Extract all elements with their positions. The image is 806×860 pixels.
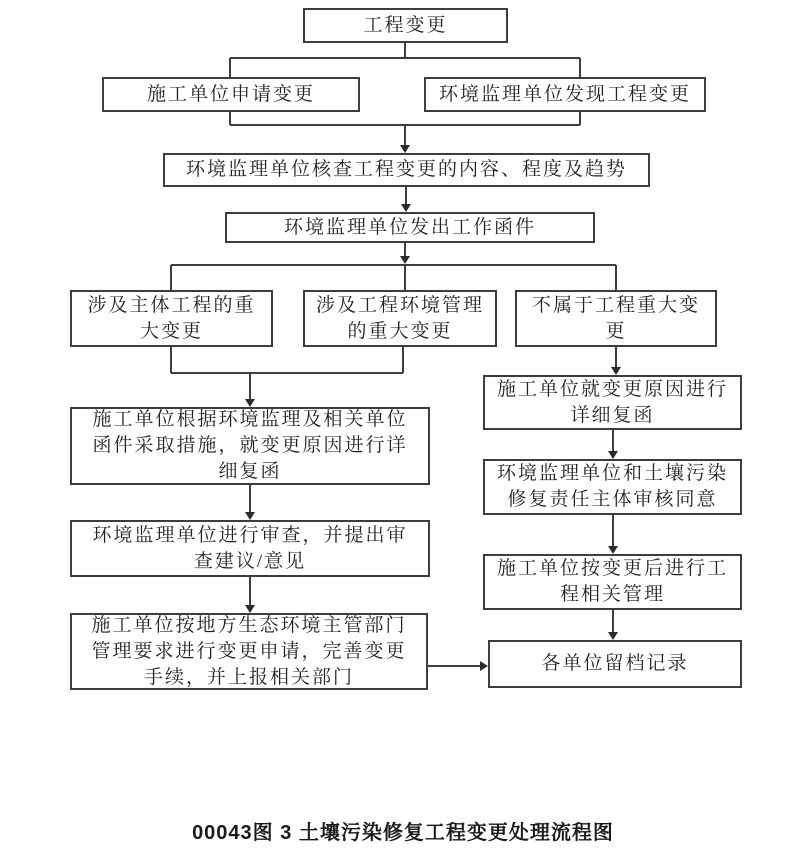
node-supervisor-discover — [424, 77, 706, 112]
node-detailed-reply — [483, 375, 742, 430]
node-verify-change — [163, 153, 650, 187]
node-issue-letter-label: 环境监理单位发出工作函件 — [283, 216, 536, 238]
node-start — [303, 8, 508, 43]
node-start-label: 工程变更 — [363, 14, 448, 36]
figure-caption: 00043图 3 土壤污染修复工程变更处理流程图 — [192, 822, 614, 844]
node-take-measures-reply-label: 施工单位根据环境监理及相关单位函件采取措施，就变更原因进行详细复函 — [92, 409, 408, 482]
node-major-main-project — [70, 290, 273, 347]
node-review-opinions — [70, 520, 430, 577]
node-apply-local-authority — [70, 613, 428, 690]
node-not-major — [515, 290, 717, 347]
node-verify-change-label: 环境监理单位核查工程变更的内容、程度及趋势 — [185, 159, 627, 180]
node-review-approve-label: 环境监理单位和土壤污染修复责任主体审核同意 — [496, 463, 728, 510]
node-manage-after-change-label: 施工单位按变更后进行工程相关管理 — [496, 558, 728, 605]
node-apply-local-authority-label: 施工单位按地方生态环境主管部门管理要求进行变更申请，完善变更手续，并上报相关部门 — [91, 614, 407, 688]
node-supervisor-discover-label: 环境监理单位发现工程变更 — [438, 83, 691, 105]
node-major-env-mgmt-label: 涉及工程环境管理的重大变更 — [315, 294, 484, 342]
node-apply-change-label: 施工单位申请变更 — [146, 83, 315, 105]
node-archive-records-label: 各单位留档记录 — [541, 653, 689, 674]
node-manage-after-change — [483, 554, 742, 610]
node-take-measures-reply — [70, 407, 430, 485]
node-apply-change — [102, 77, 360, 112]
node-major-main-project-label: 涉及主体工程的重大变更 — [87, 294, 256, 342]
node-detailed-reply-label: 施工单位就变更原因进行详细复函 — [496, 378, 728, 426]
node-review-opinions-label: 环境监理单位进行审查，并提出审查建议/意见 — [92, 524, 408, 572]
node-not-major-label: 不属于工程重大变更 — [531, 294, 700, 342]
node-review-approve — [483, 459, 742, 515]
node-archive-records — [488, 640, 742, 688]
node-major-env-mgmt — [303, 290, 497, 347]
node-issue-letter — [225, 212, 595, 243]
